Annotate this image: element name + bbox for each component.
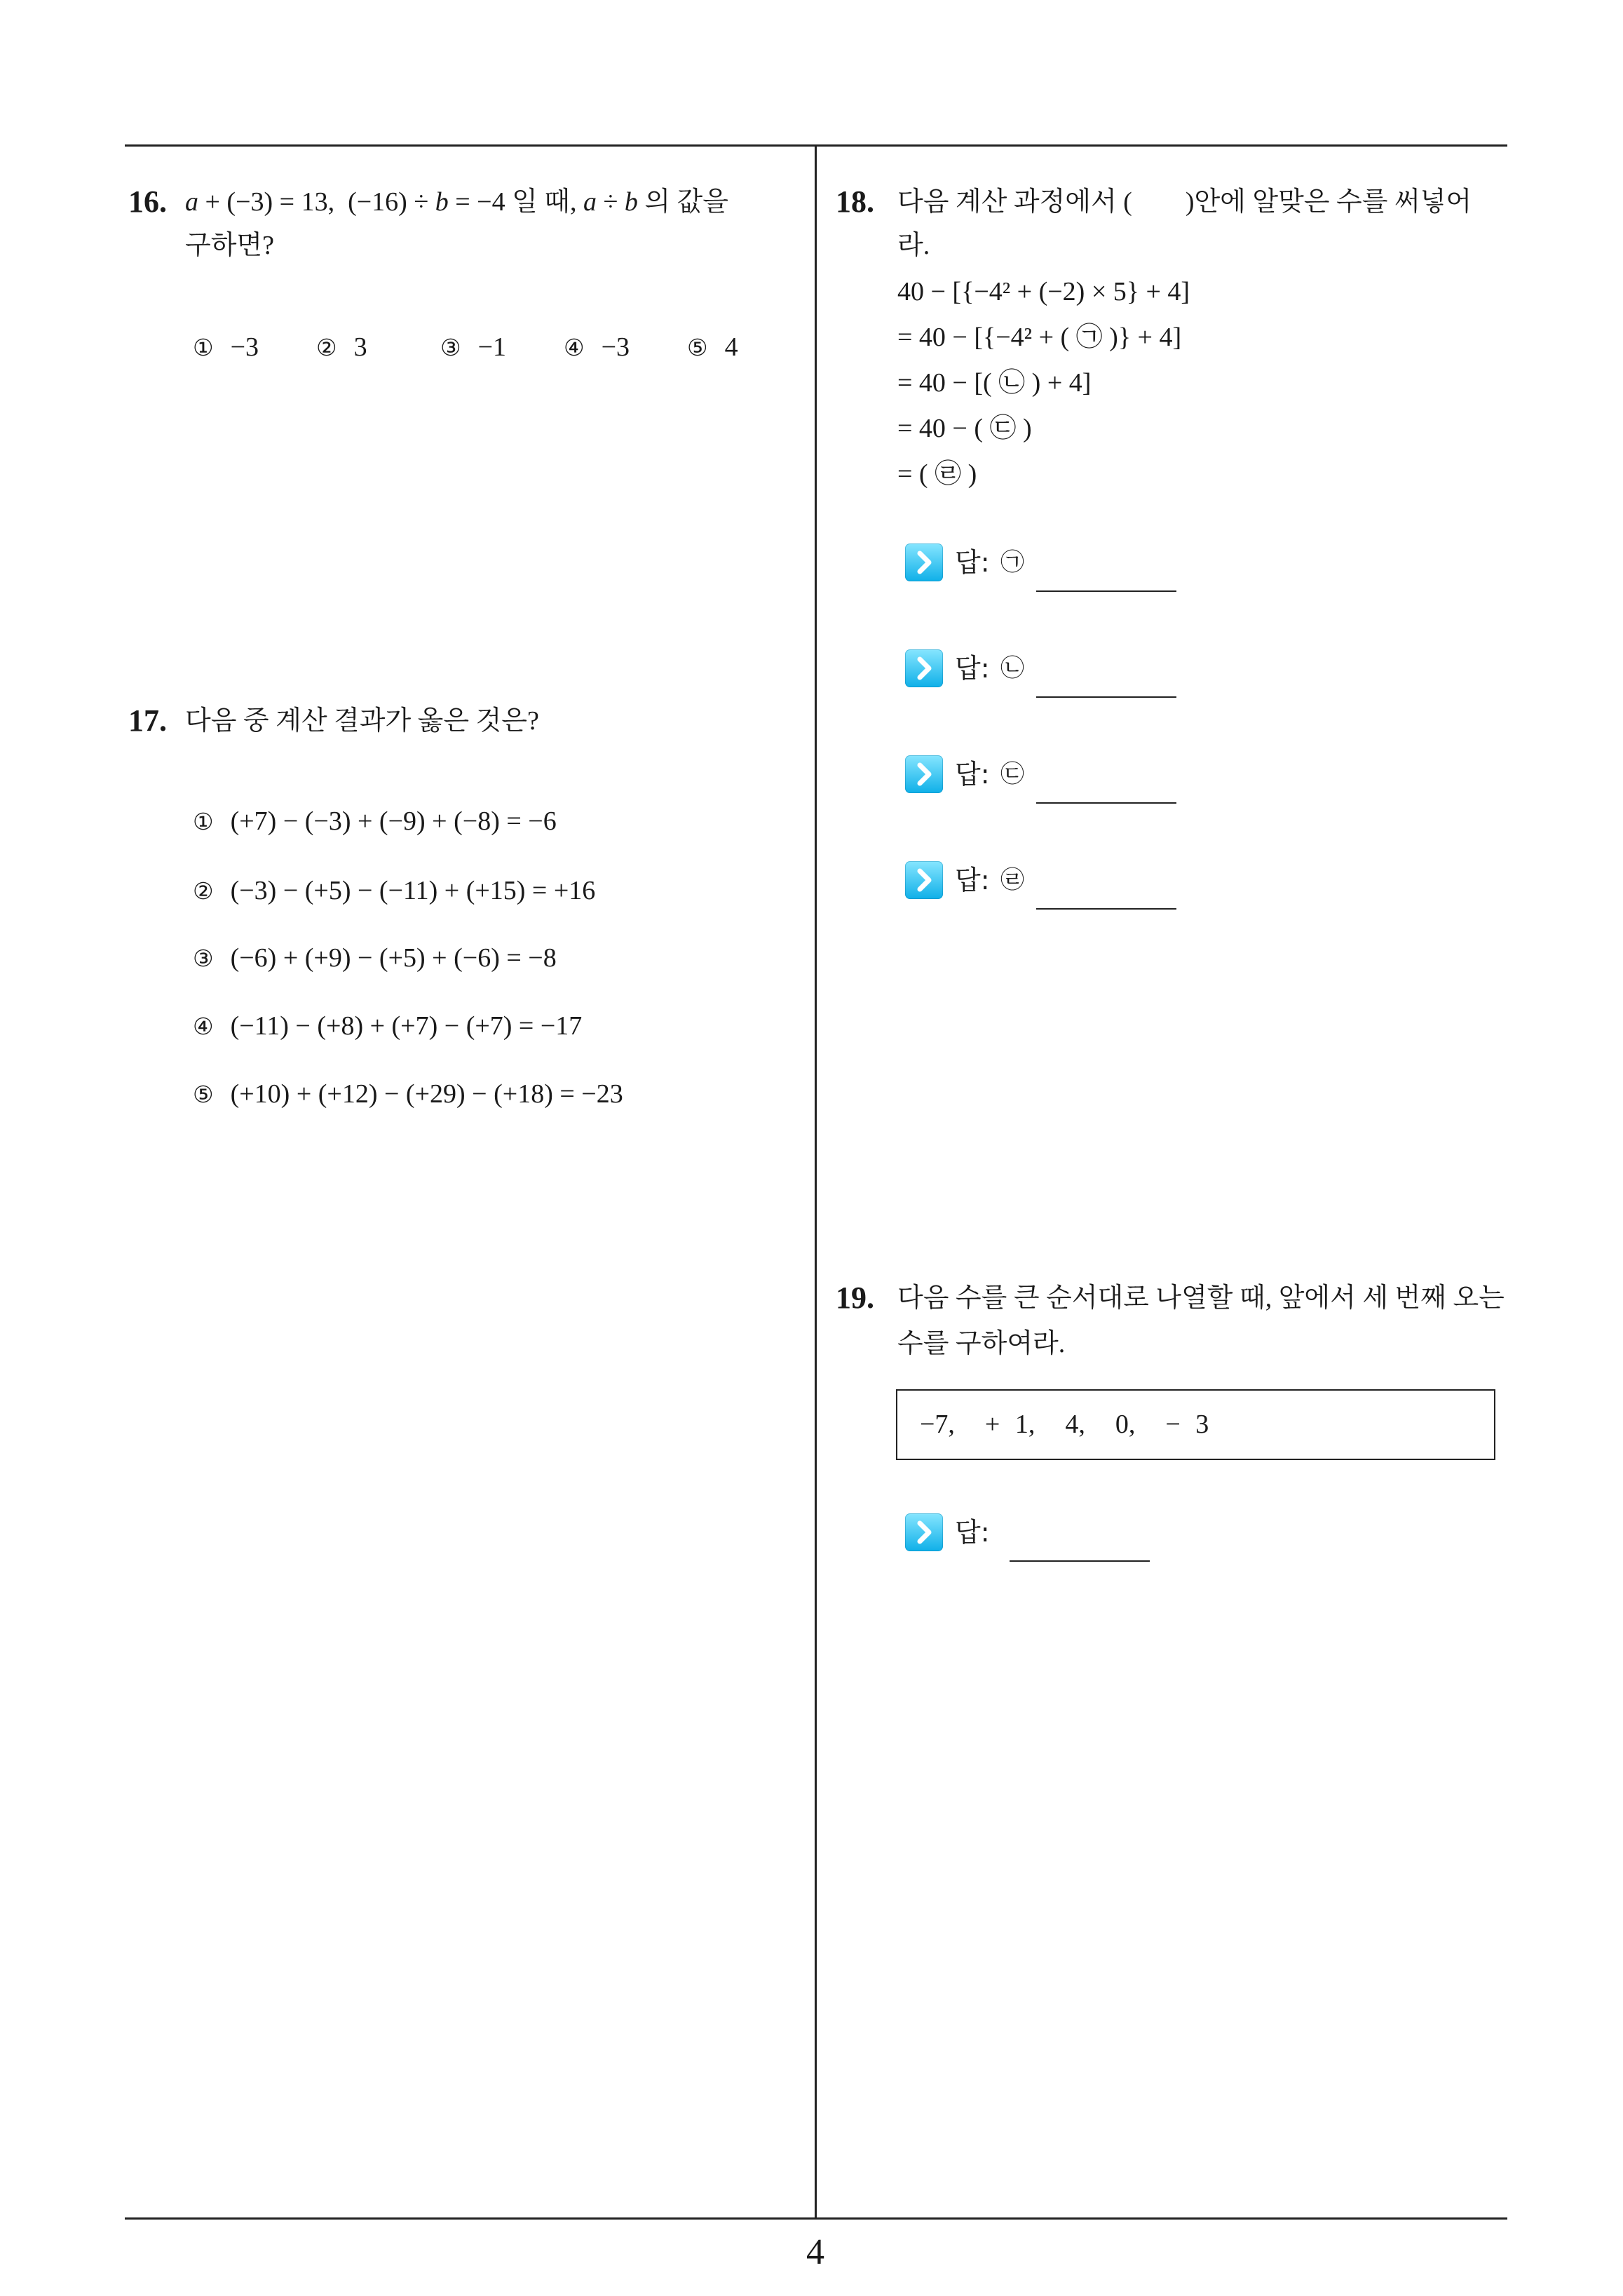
choice-2 [193,873,595,909]
page-number: 4 [806,2232,824,2272]
choice-number: ④ [564,334,585,361]
calculation-step-4: = 40 − ( ㉢ ) [897,414,1032,443]
choice-number: ① [193,808,214,835]
number-list-box [896,1389,1495,1460]
chevron-right-icon [905,755,943,793]
choice-expression: (+7) − (−3) + (−9) + (−8) = −6 [230,806,557,836]
answer-row-3 [905,755,1200,811]
column-divider [815,144,817,2220]
question-text: 다음 중 계산 결과가 옳은 것은? [185,706,539,736]
choice-number: ⑤ [193,1081,214,1108]
choice-expression: (−3) − (+5) − (−11) + (+15) = +16 [230,876,596,905]
choice-5 [193,1076,623,1112]
choice-number: ④ [193,1013,214,1040]
choice-1 [193,804,557,839]
choice-2 [316,330,367,365]
bottom-rule [125,2217,1507,2220]
calculation-step-5: = ( ㉣ ) [897,459,977,489]
choice-expression: (+10) + (+12) − (+29) − (+18) = −23 [230,1079,623,1109]
choice-3 [193,940,557,976]
math-variable: b [624,187,638,217]
choice-text: −3 [601,332,630,362]
answer-mark: ㉠ [1000,548,1024,576]
answer-label: 답: [955,547,990,578]
question-text-segment: = −4 일 때, [448,187,583,217]
number-list: −7, + 1, 4, 0, − 3 [920,1410,1209,1439]
answer-mark: ㉣ [1000,866,1024,894]
choice-number: ③ [193,945,214,972]
answer-blank-line [1036,590,1176,592]
choice-text: −1 [477,332,507,362]
choice-4 [564,330,630,365]
chevron-right-icon [905,649,943,687]
answer-label: 답: [955,653,990,684]
question-number: 17. [128,703,167,738]
choice-expression: (−11) − (+8) + (+7) − (+7) = −17 [230,1011,583,1041]
choice-number: ② [193,877,214,905]
choice-number: ⑤ [687,334,708,361]
question-text-line-1 [185,184,728,220]
choice-number: ② [316,334,337,361]
question-number: 18. [836,184,874,219]
answer-row-4 [905,861,1200,917]
choice-expression: (−6) + (+9) − (+5) + (−6) = −8 [230,943,557,973]
choice-5 [687,330,738,365]
calculation-step-2: = 40 − [{−4² + ( ㉠ )} + 4] [897,323,1182,352]
choice-4 [193,1008,582,1044]
answer-blank-line [1036,802,1176,804]
question-text-line-2: 수를 구하여라. [897,1329,1066,1358]
question-number: 19. [836,1281,874,1315]
calculation-step-1: 40 − [{−4² + (−2) × 5} + 4] [897,277,1190,306]
chevron-right-icon [905,1513,943,1551]
answer-row-2 [905,649,1200,705]
question-text-segment: 의 값을 [637,187,728,217]
answer-row [905,1513,1200,1569]
math-variable: b [435,187,449,217]
answer-label: 답: [955,865,990,896]
choice-3 [440,330,506,365]
calculation-step-3: = 40 − [( ㉡ ) + 4] [897,368,1092,398]
answer-row-1 [905,543,1200,600]
answer-mark: ㉡ [1000,654,1024,682]
answer-label: 답: [955,759,990,790]
question-text-line-2: 구하면? [185,231,274,260]
chevron-right-icon [905,543,943,581]
choice-1 [193,330,259,365]
answer-blank-line [1036,908,1176,910]
answer-label: 답: [955,1517,990,1548]
question-text-segment: + (−3) = 13, (−16) ÷ [198,187,435,217]
question-text-line-1: 다음 수를 큰 순서대로 나열할 때, 앞에서 세 번째 오는 [897,1283,1505,1313]
math-variable: a [583,187,597,217]
answer-mark: ㉢ [1000,760,1024,788]
choice-text: 3 [353,332,367,362]
choice-text: −3 [230,332,259,362]
answer-blank-line [1010,1560,1150,1562]
question-text-line-2: 라. [897,231,930,260]
choice-text: 4 [724,332,738,362]
answer-blank-line [1036,696,1176,698]
choice-number: ③ [440,334,461,361]
question-text-line-1: 다음 계산 과정에서 ( )안에 알맞은 수를 써넣어 [897,187,1472,217]
math-variable: a [185,187,198,217]
question-text-segment: ÷ [596,187,625,217]
question-number: 16. [128,184,167,219]
choice-number: ① [193,334,214,361]
chevron-right-icon [905,861,943,899]
